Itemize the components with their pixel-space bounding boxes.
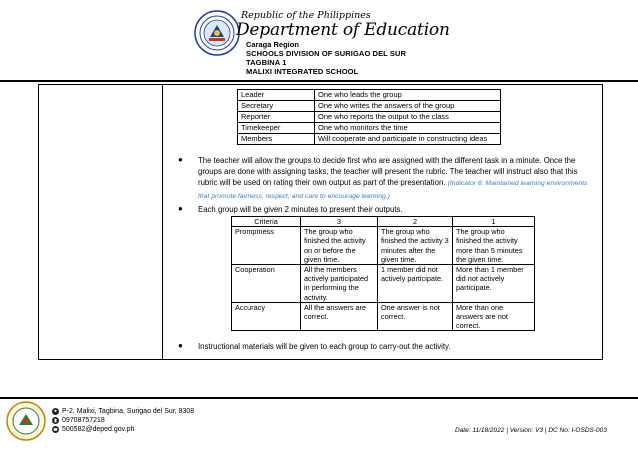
rubric-cell: All the members actively participated in performing the activity. xyxy=(301,265,378,303)
header-district: TAGBINA 1 xyxy=(246,58,287,67)
indicator-note: (Indicator 6: Maintained learning environments that promote fairness, respect, and care to encourage learning.) xyxy=(198,180,588,200)
rubric-cell: More than one answers are not correct. xyxy=(453,302,535,331)
deped-seal-logo xyxy=(194,10,240,56)
rubric-cell: One answer is not correct. xyxy=(378,302,453,331)
header-region: Caraga Region xyxy=(246,40,299,49)
address-text: P-2, Malixi, Tagbina, Surigao del Sur, 8308 xyxy=(62,408,195,415)
bullet-text: The teacher will allow the groups to decide first who are assigned with the different task in a minute. Once the groups are done with assigning tasks, the teacher will present the rubric. The teacher will instruct also that this rubric will be used on rating their own output as part of the presentation. xyxy=(198,156,578,188)
header-school: MALIXI INTEGRATED SCHOOL xyxy=(246,67,359,76)
role-description: One who writes the answers of the group xyxy=(315,101,501,112)
role-description: One who monitors the time xyxy=(315,123,501,134)
school-seal-logo xyxy=(6,401,46,441)
bullet-group-rubric xyxy=(198,155,598,202)
column-header: 3 xyxy=(301,217,378,227)
phone-icon xyxy=(52,417,59,424)
footer-phone xyxy=(52,417,105,424)
role-name: Reporter xyxy=(238,112,315,123)
role-name: Leader xyxy=(238,90,315,101)
footer-email xyxy=(52,426,134,433)
rubric-table xyxy=(231,216,535,331)
roles-table xyxy=(237,89,501,145)
role-description: One who leads the group xyxy=(315,90,501,101)
column-header: 1 xyxy=(453,217,535,227)
criteria-cell: Promptness xyxy=(232,227,301,265)
rubric-cell: 1 member did not actively participate. xyxy=(378,265,453,303)
bullet-dot: ● xyxy=(178,155,183,164)
phone-text: 09708757218 xyxy=(62,417,105,424)
header-division: SCHOOLS DIVISION OF SURIGAO DEL SUR xyxy=(246,49,407,58)
email-text: 500582@deped.gov.ph xyxy=(62,426,135,433)
location-icon xyxy=(52,408,59,415)
rubric-cell: All the answers are correct. xyxy=(301,302,378,331)
role-description: Will cooperate and participate in constructing ideas xyxy=(315,134,501,145)
bullet-presentation-time: Each group will be given 2 minutes to present their outputs. xyxy=(198,205,403,214)
header-republic: Republic of the Philippines xyxy=(241,10,371,21)
header-divider xyxy=(0,80,638,82)
table-row xyxy=(232,227,535,265)
rubric-cell: The group who finished the activity on or before the given time. xyxy=(301,227,378,265)
criteria-cell: Accuracy xyxy=(232,302,301,331)
role-description: One who reports the output to the class xyxy=(315,112,501,123)
footer-divider xyxy=(0,397,638,399)
table-row xyxy=(238,101,501,112)
rubric-cell: The group who finished the activity 3 minutes after the given time. xyxy=(378,227,453,265)
bullet-materials: Instructional materials will be given to each group to carry-out the activity. xyxy=(198,342,451,351)
column-header: 2 xyxy=(378,217,453,227)
table-row xyxy=(232,265,535,303)
footer-address xyxy=(52,408,194,415)
email-icon xyxy=(52,426,59,433)
role-name: Secretary xyxy=(238,101,315,112)
frame-column-divider xyxy=(162,85,163,359)
bullet-dot: ● xyxy=(178,204,183,213)
column-header: Criteria xyxy=(232,217,301,227)
table-header-row xyxy=(232,217,535,227)
role-name: Timekeeper xyxy=(238,123,315,134)
header-department: Department of Education xyxy=(236,20,450,40)
role-name: Members xyxy=(238,134,315,145)
table-row xyxy=(238,134,501,145)
bullet-dot: ● xyxy=(178,341,183,350)
table-row xyxy=(238,112,501,123)
table-row xyxy=(238,123,501,134)
table-row xyxy=(232,302,535,331)
rubric-cell: The group who finished the activity more than 5 minutes the given time. xyxy=(453,227,535,265)
rubric-cell: More than 1 member did not actively participate. xyxy=(453,265,535,303)
document-info: Date: 11/18/2022 | Version: V3 | DC No: I-OSDS-003 xyxy=(455,427,607,434)
table-row xyxy=(238,90,501,101)
criteria-cell: Cooperation xyxy=(232,265,301,303)
